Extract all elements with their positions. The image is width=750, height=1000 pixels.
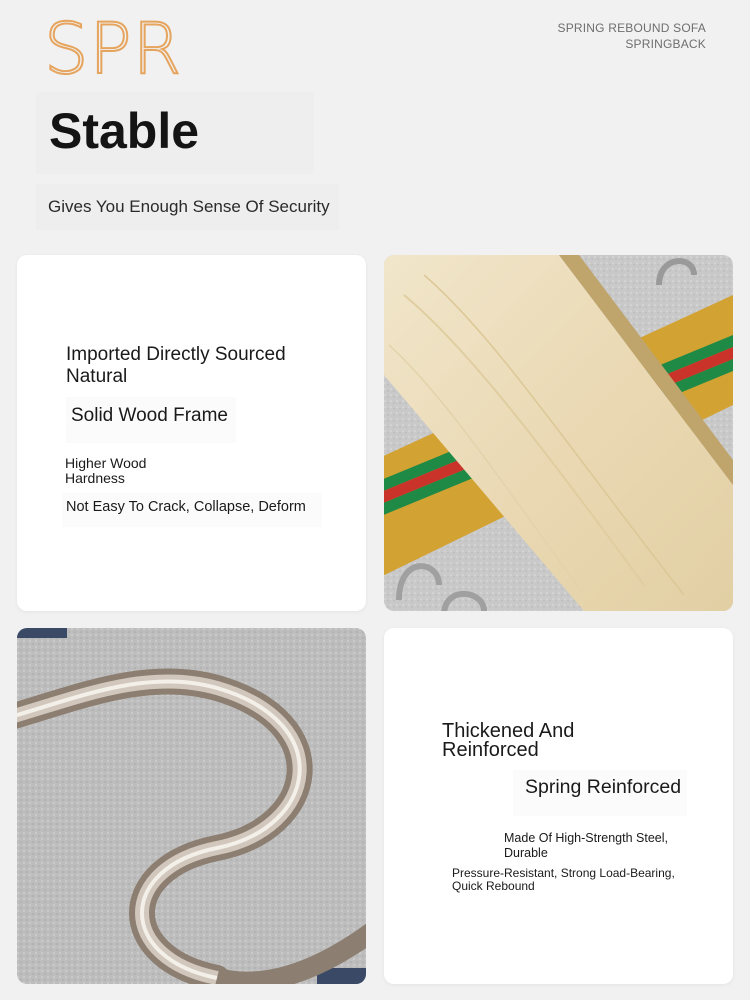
spring-subheading: Spring Reinforced bbox=[513, 770, 687, 816]
wood-frame-photo bbox=[384, 255, 733, 611]
brand-tagline-line2: SPRINGBACK bbox=[625, 37, 706, 51]
spring-card bbox=[384, 628, 733, 984]
brand-tagline-line1: SPRING REBOUND SOFA bbox=[557, 21, 706, 35]
wood-feature-durability: Not Easy To Crack, Collapse, Deform bbox=[62, 493, 322, 527]
steel-spring-photo bbox=[17, 628, 366, 984]
spring-heading: Thickened And Reinforced bbox=[442, 720, 575, 761]
wood-feature-hardness: Higher Wood Hardness bbox=[65, 455, 147, 486]
wood-frame-image bbox=[384, 255, 733, 611]
steel-spring-image bbox=[17, 628, 366, 984]
brand-logo: SPR bbox=[44, 8, 183, 90]
wood-frame-card bbox=[17, 255, 366, 611]
spring-feature-steel: Made Of High-Strength Steel, Durable bbox=[504, 831, 668, 860]
wood-frame-heading: Imported Directly Sourced Natural bbox=[66, 344, 286, 387]
spring-feature-load: Pressure-Resistant, Strong Load-Bearing, Quick Rebound bbox=[452, 866, 675, 893]
hero-subtitle: Gives You Enough Sense Of Security bbox=[36, 184, 339, 230]
wood-frame-subheading: Solid Wood Frame bbox=[66, 397, 236, 443]
brand-tagline bbox=[558, 20, 707, 52]
hero-title: Stable bbox=[36, 92, 314, 174]
